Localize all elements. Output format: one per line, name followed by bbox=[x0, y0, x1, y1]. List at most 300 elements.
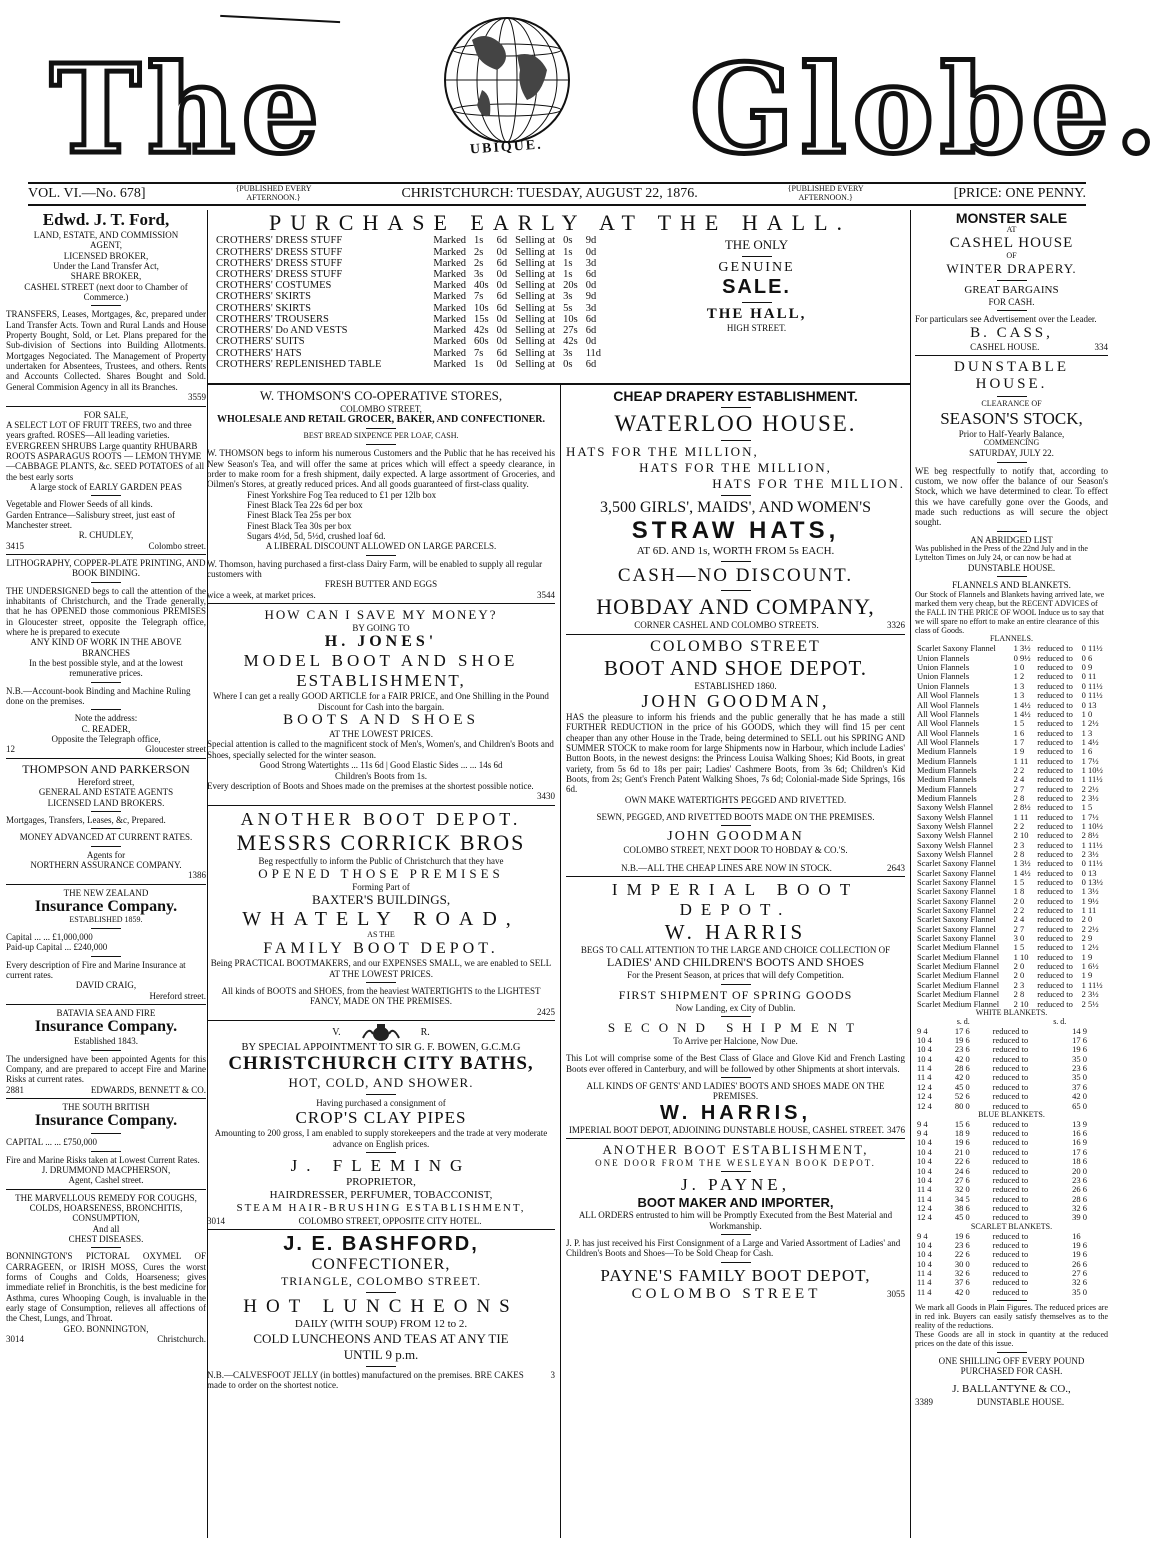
price-row-cell: 6d bbox=[496, 302, 508, 314]
flannel-row-cell: 0 11½ bbox=[1081, 690, 1103, 701]
flannel-row-cell: reduced to bbox=[1037, 933, 1073, 944]
flannel-row-cell: Scarlet Saxony Flannel bbox=[917, 877, 996, 888]
price-row-cell: 7s bbox=[474, 347, 484, 359]
divider bbox=[566, 876, 905, 877]
price-row-cell: 0d bbox=[496, 336, 508, 348]
ford-number: 3559 bbox=[188, 392, 206, 403]
blue-blanket-row-cell: 11 4 bbox=[917, 1193, 932, 1204]
divider bbox=[91, 709, 121, 710]
column-rule-2 bbox=[560, 384, 561, 1538]
price-row-cell: Marked bbox=[433, 246, 467, 258]
nz-address: Hereford street. bbox=[149, 990, 206, 1001]
divider bbox=[997, 531, 1027, 532]
divider bbox=[6, 1004, 206, 1005]
price-row-cell: 11d bbox=[585, 347, 602, 359]
flannel-row-cell: 1 11½ bbox=[1081, 839, 1103, 850]
price-row-cell: 40s bbox=[474, 280, 489, 292]
tp-agents-for: Agents for bbox=[86, 849, 126, 860]
blue-blanket-row-cell: 9 4 bbox=[917, 1128, 928, 1139]
scarlet-blanket-row-cell: 30 0 bbox=[954, 1258, 970, 1269]
blue-blanket-row-cell: 10 4 bbox=[917, 1137, 932, 1148]
price-row-cell: 6d bbox=[496, 235, 508, 247]
dunstable-plain-figures: We mark all Goods in Plain Figures. The reduced prices are in red ink. Buyers can easily satisfy themselves as to the reality of the reductions. bbox=[915, 1302, 1108, 1330]
hobday-name: HOBDAY AND COMPANY, bbox=[596, 594, 875, 620]
flannel-row-cell: Saxony Welsh Flannel bbox=[917, 820, 994, 831]
payne-another: ANOTHER BOOT ESTABLISHMENT, bbox=[602, 1142, 869, 1158]
price-row-cell: 6d bbox=[496, 291, 508, 303]
flannel-row-cell: 1 5 bbox=[1013, 877, 1025, 888]
dunstable-season: SEASON'S STOCK, bbox=[940, 409, 1083, 429]
blue-blanket-row-cell: reduced to bbox=[992, 1118, 1029, 1129]
bashford-luncheons: HOT LUNCHEONS bbox=[243, 1295, 519, 1317]
blue-blanket-row-cell: 16 6 bbox=[1072, 1128, 1087, 1139]
nz-established: ESTABLISHED 1859. bbox=[69, 914, 143, 924]
sb-head: THE SOUTH BRITISH bbox=[62, 1101, 150, 1112]
dateline bbox=[28, 182, 1086, 206]
flannel-row-cell: 1 7 bbox=[1013, 736, 1025, 747]
nz-title: Insurance Company. bbox=[34, 897, 178, 915]
flannel-row-cell: 1 5 bbox=[1013, 942, 1025, 953]
white-blanket-row-cell: 42 0 bbox=[954, 1053, 970, 1064]
flannel-row-cell: reduced to bbox=[1037, 867, 1073, 878]
harris-arrive: To Arrive per Halcione, Now Due. bbox=[673, 1036, 798, 1047]
white-blanket-row-cell: 12 4 bbox=[917, 1081, 932, 1092]
divider bbox=[721, 407, 751, 408]
fleming-name: J. FLEMING bbox=[290, 1155, 472, 1175]
flannel-row-cell: 1 3 bbox=[1013, 690, 1025, 701]
price-row-cell: Selling at bbox=[515, 347, 556, 359]
jones-by-going: BY GOING TO bbox=[352, 623, 410, 634]
harris-number: 3476 bbox=[887, 1124, 905, 1135]
scarlet-blanket-row-cell: reduced to bbox=[992, 1258, 1029, 1269]
thomson-title: W. THOMSON'S CO-OPERATIVE STORES, bbox=[259, 388, 503, 403]
waterloo-title: WATERLOO HOUSE. bbox=[614, 411, 857, 436]
price-row-cell: CROTHERS' HATS bbox=[216, 347, 302, 359]
blue-blanket-row-cell: reduced to bbox=[992, 1184, 1029, 1195]
litho-footer bbox=[6, 744, 206, 754]
price-row-cell: CROTHERS' TROUSERS bbox=[216, 313, 329, 325]
hall-genuine: GENUINE bbox=[718, 259, 795, 275]
harris-season: For the Present Season, at prices that will defy Competition. bbox=[627, 970, 844, 981]
blue-blanket-row-cell: 12 4 bbox=[917, 1212, 932, 1223]
price-row-cell: Marked bbox=[433, 313, 467, 325]
price-row-cell: Selling at bbox=[515, 269, 556, 280]
column-2 bbox=[204, 388, 558, 1538]
sb-capital: CAPITAL ... ... £750,000 bbox=[6, 1137, 97, 1148]
flannel-row-cell: 1 4½ bbox=[1013, 867, 1031, 878]
flannel-row-cell: reduced to bbox=[1037, 671, 1073, 682]
price-row bbox=[212, 348, 605, 359]
waterloo-girls: 3,500 GIRLS', MAIDS', AND WOMEN'S bbox=[599, 499, 872, 516]
flannel-row-cell: All Wool Flannels bbox=[917, 727, 979, 738]
tp-brokers: LICENSED LAND BROKERS. bbox=[47, 797, 165, 808]
divider bbox=[366, 1094, 396, 1095]
price-row-cell: Marked bbox=[433, 235, 467, 247]
flannel-row-cell: 2 9 bbox=[1081, 933, 1093, 944]
price-row-cell: CROTHERS' SKIRTS bbox=[216, 291, 311, 303]
flannel-row-cell: 2 2½ bbox=[1081, 923, 1099, 934]
sb-risks: Fire and Marine Risks taken at Lowest Current Rates. bbox=[6, 1154, 200, 1165]
leader-dots bbox=[385, 348, 429, 359]
bashford-confectioner: CONFECTIONER, bbox=[311, 1255, 451, 1273]
scarlet-blanket-row-cell: 32 6 bbox=[954, 1267, 970, 1278]
blue-blanket-row-cell: 26 6 bbox=[1072, 1184, 1087, 1195]
fleming-number: 3014 bbox=[207, 1215, 225, 1226]
corrick-beg: Beg respectfully to inform the Public of Christchurch that they have bbox=[258, 855, 504, 866]
flannel-row-cell: 0 9½ bbox=[1013, 652, 1031, 663]
hobday-footer bbox=[566, 620, 905, 630]
thomson-butter: FRESH BUTTER AND EGGS bbox=[324, 579, 438, 590]
flannel-row-cell: 0 11½ bbox=[1081, 858, 1103, 869]
divider bbox=[721, 1049, 751, 1050]
divider bbox=[91, 682, 121, 683]
flannel-row-cell: Medium Flannels bbox=[917, 755, 977, 766]
batavia-number: 2881 bbox=[6, 1084, 24, 1095]
divider bbox=[6, 554, 206, 555]
price-row-cell: Marked bbox=[433, 336, 467, 348]
flannel-row-cell: 2 2 bbox=[1013, 820, 1025, 831]
bashford-cold: COLD LUNCHEONS AND TEAS AT ANY TIE bbox=[253, 1331, 509, 1347]
litho-opposite: Opposite the Telegraph office, bbox=[51, 734, 161, 745]
scarlet-blanket-row-cell: 19 6 bbox=[954, 1230, 970, 1241]
white-blanket-row-cell: reduced to bbox=[992, 1100, 1029, 1111]
batavia-name: EDWARDS, BENNETT & CO. bbox=[90, 1084, 206, 1095]
publication-note-right: {PUBLISHED EVERY AFTERNOON.} bbox=[787, 184, 864, 202]
masthead-title-right: Globe. bbox=[690, 37, 1163, 181]
divider bbox=[997, 280, 1027, 281]
blue-blanket-row-cell: reduced to bbox=[992, 1202, 1029, 1213]
flannel-row-cell: Scarlet Saxony Flannel bbox=[917, 858, 996, 869]
price-row-cell: Marked bbox=[433, 269, 467, 280]
blue-blanket-row-cell: reduced to bbox=[992, 1174, 1029, 1185]
goodman-footer bbox=[566, 863, 905, 873]
payne-one-door: ONE DOOR FROM THE WESLEYAN BOOK DEPOT. bbox=[595, 1158, 876, 1169]
flannel-row-cell: 1 6½ bbox=[1081, 961, 1099, 972]
price-row-cell: 1s bbox=[563, 246, 573, 258]
divider bbox=[721, 1234, 751, 1235]
flannel-row-cell: All Wool Flannels bbox=[917, 718, 979, 729]
baths-having: Having purchased a consignment of bbox=[316, 1097, 446, 1108]
corrick-another: ANOTHER BOOT DEPOT. bbox=[240, 808, 522, 829]
price-row-cell: 3d bbox=[585, 257, 597, 269]
goodman-number: 2643 bbox=[887, 862, 905, 873]
scarlet-blanket-row bbox=[915, 1288, 1108, 1297]
hall-name: THE HALL, bbox=[706, 305, 807, 322]
jones-children: Children's Boots from 1s. bbox=[334, 770, 428, 781]
remedy-name: GEO. BONNINGTON, bbox=[63, 1323, 149, 1334]
divider bbox=[6, 1189, 206, 1190]
price-row-cell: Marked bbox=[433, 358, 467, 370]
scarlet-blanket-row-cell: reduced to bbox=[992, 1277, 1029, 1288]
harris-ladies: LADIES' AND CHILDREN'S BOOTS AND SHOES bbox=[606, 955, 865, 970]
flannel-row-cell: 1 2½ bbox=[1081, 718, 1099, 729]
flannel-row-cell: reduced to bbox=[1037, 680, 1073, 691]
divider bbox=[997, 576, 1027, 577]
flannel-row-cell: Scarlet Medium Flannel bbox=[917, 942, 1000, 953]
flannel-row-cell: 2 2 bbox=[1013, 905, 1025, 916]
white-blanket-row-cell: 37 6 bbox=[1072, 1081, 1087, 1092]
price-row-cell: 2s bbox=[474, 246, 484, 258]
price-row-cell: 0d bbox=[496, 246, 508, 258]
monster-at: AT bbox=[1006, 225, 1017, 234]
flannel-row-cell: reduced to bbox=[1037, 961, 1073, 972]
flannel-row-cell: 0 11½ bbox=[1081, 643, 1103, 654]
divider bbox=[6, 884, 206, 885]
dunstable-in-stock: These Goods are all in stock in quantity at the reduced prices on the date of this issue. bbox=[915, 1329, 1108, 1348]
price-row bbox=[212, 336, 605, 347]
divider bbox=[6, 406, 206, 407]
jones-number: 3430 bbox=[537, 791, 555, 802]
ford-line-2: LICENSED BROKER, bbox=[63, 250, 149, 261]
flannel-row-cell: 0 13 bbox=[1081, 699, 1097, 710]
flannel-row-cell: Scarlet Saxony Flannel bbox=[917, 886, 996, 897]
divider bbox=[721, 590, 751, 591]
thomson-item: Sugars 4½d, 5d, 5½d, crushed loaf 6d. bbox=[247, 531, 386, 542]
leader-dots bbox=[385, 359, 429, 370]
thomson-dairy: W. Thomson, having purchased a first-class Dairy Farm, will be enabled to supply all regular customers with bbox=[207, 558, 543, 580]
price-row-cell: 10s bbox=[563, 313, 578, 325]
price-row-cell: 6d bbox=[585, 313, 597, 325]
white-blanket-row-cell: 45 0 bbox=[954, 1081, 970, 1092]
flannel-row-cell: 0 13 bbox=[1081, 867, 1097, 878]
divider bbox=[91, 1247, 121, 1248]
leader-dots bbox=[385, 269, 429, 280]
corrick-number: 2425 bbox=[537, 1006, 555, 1017]
white-blanket-row-cell: reduced to bbox=[992, 1072, 1029, 1083]
white-blanket-row-cell: 17 6 bbox=[954, 1025, 970, 1036]
harris-landing: Now Landing, ex City of Dublin. bbox=[675, 1002, 796, 1013]
payne-importer: BOOT MAKER AND IMPORTER, bbox=[637, 1195, 834, 1211]
divider bbox=[721, 984, 751, 985]
litho-address: Gloucester street bbox=[145, 744, 206, 755]
flannel-row-cell: 1 11½ bbox=[1081, 774, 1103, 785]
white-blanket-row-cell: 17 6 bbox=[1072, 1035, 1087, 1046]
blue-blankets-table bbox=[915, 1120, 1108, 1223]
white-blanket-row-cell: 80 0 bbox=[954, 1100, 970, 1111]
baths-amounting: Amounting to 200 gross, I am enabled to supply storekeepers and the trade at very moderate advance on English prices. bbox=[214, 1128, 548, 1149]
leader-dots bbox=[385, 291, 429, 302]
masthead-motto: UBIQUE. bbox=[469, 137, 544, 158]
flannel-row-cell: reduced to bbox=[1037, 877, 1073, 888]
thomson-street: COLOMBO STREET, bbox=[340, 404, 422, 414]
jones-name: H. JONES' bbox=[324, 633, 438, 651]
ford-name: Edwd. J. T. Ford, bbox=[42, 210, 170, 229]
leader-dots bbox=[385, 247, 429, 258]
flannel-row-cell: 1 5 bbox=[1081, 802, 1093, 813]
price-row bbox=[212, 314, 605, 325]
payne-orders: ALL ORDERS entrusted to him will be Promptly Executed from the Best Material and Workmanship. bbox=[578, 1210, 893, 1231]
litho-any-work: ANY KIND OF WORK IN THE ABOVE BRANCHES bbox=[30, 637, 182, 658]
fleming-footer bbox=[207, 1216, 555, 1226]
white-blanket-row-cell: 23 6 bbox=[1072, 1063, 1087, 1074]
bashford-nb: N.B.—CALVESFOOT JELLY (in bottles) manufactured on the premises. BRE CAKES made to order on the shortest notice. bbox=[207, 1370, 524, 1391]
monster-cashel: CASHEL HOUSE bbox=[949, 234, 1074, 251]
flannel-row-cell: Saxony Welsh Flannel bbox=[917, 830, 994, 841]
flannel-row-cell: 2 7 bbox=[1013, 783, 1025, 794]
blue-blanket-row-cell: reduced to bbox=[992, 1156, 1029, 1167]
blue-blanket-row-cell: 32 0 bbox=[954, 1184, 970, 1195]
dunstable-prior: Prior to Half-Yearly Balance, bbox=[958, 429, 1065, 440]
monster-winter: WINTER DRAPERY. bbox=[946, 260, 1077, 276]
divider bbox=[91, 495, 121, 496]
flannel-row-cell: reduced to bbox=[1037, 736, 1073, 747]
price-row-cell: CROTHERS' DRESS STUFF bbox=[216, 246, 343, 258]
blue-blanket-row-cell: reduced to bbox=[992, 1165, 1029, 1176]
scarlet-blanket-row-cell: reduced to bbox=[992, 1249, 1029, 1260]
price-row bbox=[212, 291, 605, 302]
volume-number: VOL. VI.—No. 678] bbox=[28, 186, 146, 201]
flannel-row-cell: reduced to bbox=[1037, 727, 1073, 738]
hall-sale: SALE. bbox=[722, 275, 791, 298]
flannel-row-cell: reduced to bbox=[1037, 886, 1073, 897]
tp-number: 1386 bbox=[188, 870, 206, 881]
flannel-row-cell: Union Flannels bbox=[917, 662, 970, 673]
white-blanket-row-cell: 10 4 bbox=[917, 1035, 932, 1046]
goodman-nb: N.B.—ALL THE CHEAP LINES ARE NOW IN STOCK. bbox=[621, 862, 832, 873]
monster-cass: B. CASS, bbox=[970, 324, 1053, 341]
blue-blanket-row-cell: 28 6 bbox=[1072, 1193, 1087, 1204]
price-row-cell: 0d bbox=[496, 358, 508, 370]
corrick-practical: Being PRACTICAL BOOTMAKERS, and our EXPENSES SMALL, we are enabled to SELL AT THE LOWEST PRICES. bbox=[210, 958, 552, 979]
flannel-row-cell: 2 0 bbox=[1013, 895, 1025, 906]
monster-cash: FOR CASH. bbox=[988, 297, 1035, 308]
thomson-item: Finest Black Tea 25s per box bbox=[247, 510, 352, 521]
scarlet-blanket-row-cell: 10 4 bbox=[917, 1258, 932, 1269]
flannel-row-cell: 2 8 bbox=[1013, 989, 1025, 1000]
white-blanket-row-cell: 65 0 bbox=[1072, 1100, 1087, 1111]
flannel-row-cell: 3 0 bbox=[1013, 933, 1025, 944]
fleming-proprietor: PROPRIETOR, bbox=[346, 1175, 416, 1188]
white-blanket-row-cell: 35 0 bbox=[1072, 1072, 1087, 1083]
scarlet-blanket-row-cell: 22 6 bbox=[954, 1249, 970, 1260]
flannel-row-cell: 2 3½ bbox=[1081, 792, 1099, 803]
flannel-row-cell: 1 10½ bbox=[1081, 820, 1103, 831]
flannel-row-cell: reduced to bbox=[1037, 979, 1073, 990]
blue-blanket-row-cell: reduced to bbox=[992, 1193, 1029, 1204]
jones-boots: BOOTS AND SHOES bbox=[283, 712, 479, 729]
monster-of: OF bbox=[1006, 250, 1017, 260]
divider bbox=[366, 428, 396, 429]
divider bbox=[207, 1020, 555, 1021]
flannel-row-cell: 1 7½ bbox=[1081, 811, 1099, 822]
flannel-row-cell: All Wool Flannels bbox=[917, 736, 979, 747]
harris-address: IMPERIAL BOOT DEPOT, ADJOINING DUNSTABLE HOUSE, CASHEL STREET. bbox=[568, 1124, 885, 1135]
price-row bbox=[212, 258, 605, 269]
thomson-bread: BEST BREAD SIXPENCE PER LOAF, CASH. bbox=[303, 431, 459, 441]
baths-title: CHRISTCHURCH CITY BATHS, bbox=[228, 1052, 534, 1074]
price-row-cell: 60s bbox=[474, 336, 489, 348]
price-row-cell: Selling at bbox=[515, 235, 556, 247]
blue-blanket-row-cell: 19 6 bbox=[954, 1137, 970, 1148]
flannel-row-cell: Medium Flannels bbox=[917, 764, 977, 775]
flannel-row-cell: reduced to bbox=[1037, 755, 1073, 766]
thomson-footer bbox=[207, 590, 555, 600]
batavia-footer bbox=[6, 1085, 206, 1095]
divider bbox=[366, 982, 396, 983]
flannel-row-cell: reduced to bbox=[1037, 792, 1073, 803]
dunstable-house: DUNSTABLE HOUSE. bbox=[967, 563, 1056, 574]
blue-blanket-row-cell: 10 4 bbox=[917, 1165, 932, 1176]
price-row-cell: CROTHERS' SKIRTS bbox=[216, 302, 311, 314]
goodman-depot: BOOT AND SHOE DEPOT. bbox=[603, 655, 868, 680]
bashford-until: UNTIL 9 p.m. bbox=[343, 1347, 419, 1363]
price-row-cell: 1s bbox=[563, 269, 573, 280]
flannel-row-cell: reduced to bbox=[1037, 802, 1073, 813]
flannel-row-cell: reduced to bbox=[1037, 820, 1073, 831]
flannel-row-cell: reduced to bbox=[1037, 774, 1073, 785]
blue-blanket-row-cell: 17 6 bbox=[1072, 1146, 1087, 1157]
divider bbox=[91, 1151, 121, 1152]
payne-footer bbox=[566, 1286, 905, 1303]
masthead bbox=[0, 0, 1163, 181]
price-row-cell: 5s bbox=[563, 302, 573, 314]
white-blanket-row-cell: 19 6 bbox=[1072, 1044, 1087, 1055]
flannel-row-cell: Union Flannels bbox=[917, 671, 970, 682]
globe-icon bbox=[432, 10, 582, 160]
dunstable-shilling: ONE SHILLING OFF EVERY POUND PURCHASED FOR CASH. bbox=[938, 1355, 1085, 1377]
price-row bbox=[212, 325, 605, 336]
remedy-address: Christchurch. bbox=[157, 1334, 206, 1345]
nz-description: Every description of Fire and Marine Insurance at current rates. bbox=[6, 959, 186, 980]
blue-blanket-row-cell: 45 0 bbox=[954, 1212, 970, 1223]
price-row-cell: CROTHERS' DRESS STUFF bbox=[216, 269, 343, 280]
sale-name: R. CHUDLEY, bbox=[78, 530, 134, 541]
flannel-row-cell: reduced to bbox=[1037, 690, 1073, 701]
dunstable-published: Was published in the Press of the 22nd July and in the Lyttelton Times on July 24, or can now be had at bbox=[915, 544, 1088, 563]
nz-capital: Capital ... ... £1,000,000 bbox=[6, 931, 93, 942]
divider bbox=[721, 440, 751, 441]
sb-title: Insurance Company. bbox=[34, 1112, 178, 1130]
nz-paidup: Paid-up Capital ... £240,000 bbox=[6, 942, 108, 953]
blue-blanket-row-cell: 39 0 bbox=[1072, 1212, 1087, 1223]
litho-name: C. READER, bbox=[81, 723, 131, 734]
price-row-cell: 0d bbox=[496, 269, 508, 280]
flannel-row-cell: 1 4½ bbox=[1081, 736, 1099, 747]
waterloo-straw: STRAW HATS, bbox=[631, 517, 840, 544]
ford-line-1: AGENT, bbox=[89, 240, 123, 251]
fleming-trades: HAIRDRESSER, PERFUMER, TOBACCONIST, bbox=[269, 1189, 493, 1202]
white-blankets-table bbox=[915, 1027, 1108, 1111]
flannel-row-cell: 1 4½ bbox=[1013, 699, 1031, 710]
blue-blanket-row-cell: 27 6 bbox=[954, 1174, 970, 1185]
corrick-baxter: BAXTER'S BUILDINGS, bbox=[311, 892, 451, 908]
scarlet-blanket-row-cell: 19 6 bbox=[1072, 1239, 1087, 1250]
divider bbox=[566, 634, 905, 635]
flannel-row-cell: Scarlet Saxony Flannel bbox=[917, 895, 996, 906]
dunstable-saturday: SATURDAY, JULY 22. bbox=[969, 448, 1054, 459]
royal-crest-row bbox=[207, 1024, 555, 1042]
waterloo-hats-1: HATS FOR THE MILLION, bbox=[566, 444, 759, 459]
divider bbox=[91, 928, 121, 929]
flannel-row-cell: Saxony Welsh Flannel bbox=[917, 849, 994, 859]
divider bbox=[91, 1133, 121, 1134]
bashford-name: J. E. BASHFORD, bbox=[283, 1232, 479, 1255]
fleming-address: COLOMBO STREET, OPPOSITE CITY HOTEL. bbox=[298, 1215, 482, 1226]
price-row-cell: 6d bbox=[496, 257, 508, 269]
blue-blanket-row-cell: 13 9 bbox=[1072, 1118, 1087, 1129]
flannel-row-cell: Scarlet Medium Flannel bbox=[917, 961, 1000, 972]
harris-name-2: W. HARRIS, bbox=[659, 1101, 812, 1124]
price-row bbox=[212, 269, 605, 280]
flannel-row-cell: 1 10½ bbox=[1081, 764, 1103, 775]
thomson-item: Finest Black Tea 22s 6d per box bbox=[247, 500, 363, 511]
flannel-row-cell: 2 2½ bbox=[1081, 783, 1099, 794]
flannel-row-cell: 2 3 bbox=[1013, 839, 1025, 850]
price-row bbox=[212, 359, 605, 370]
price-row-cell: 9d bbox=[585, 235, 597, 247]
bashford-footer bbox=[207, 1370, 555, 1391]
purchase-bottom-rule bbox=[208, 383, 910, 385]
